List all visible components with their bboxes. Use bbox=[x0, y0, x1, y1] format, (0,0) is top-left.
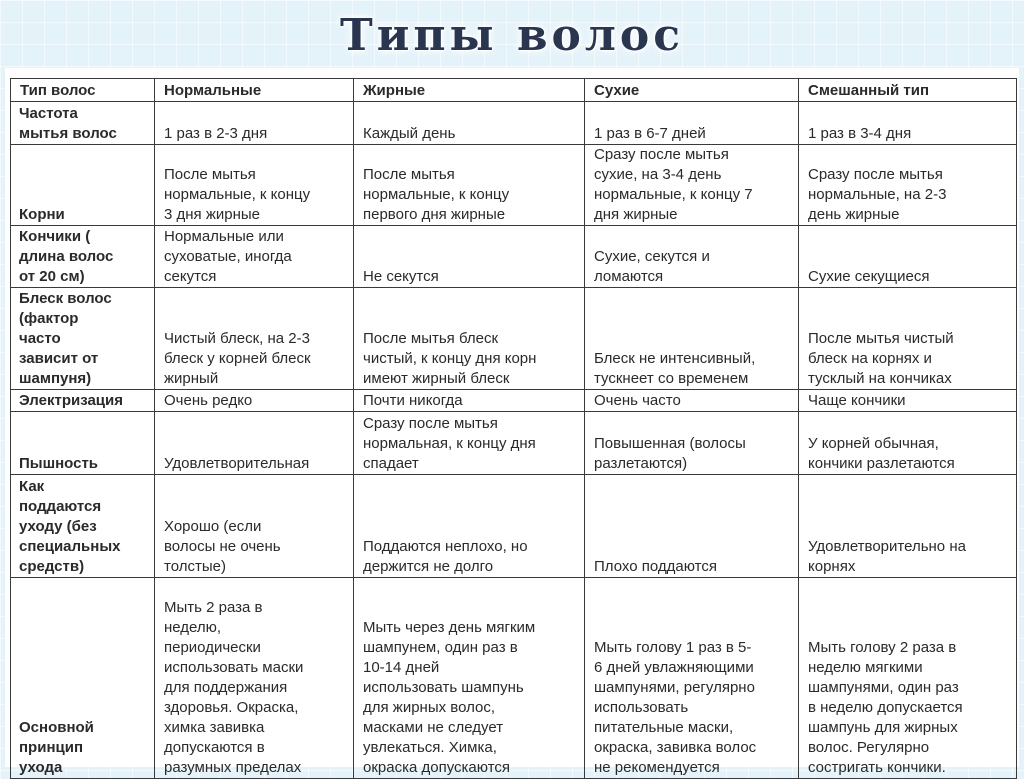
table-cell: Нормальные или суховатые, иногда секутся bbox=[155, 226, 354, 288]
table-cell: После мытья блеск чистый, к концу дня корн имеют жирный блеск bbox=[354, 288, 585, 390]
row-label-volume: Пышность bbox=[11, 412, 155, 475]
table-row bbox=[11, 578, 1017, 779]
header-oily: Жирные bbox=[354, 79, 585, 102]
table-row bbox=[11, 102, 1017, 145]
table-cell: Сухие, секутся и ломаются bbox=[585, 226, 799, 288]
table-cell: Чаще кончики bbox=[799, 390, 1017, 412]
table-row bbox=[11, 475, 1017, 578]
table-header-row bbox=[11, 79, 1017, 102]
table-cell: Плохо поддаются bbox=[585, 475, 799, 578]
table-cell: Мыть 2 раза в неделю, периодически использовать маски для поддержания здоровья. Окраска, химка завивка допускаются в разумных пределах bbox=[155, 578, 354, 779]
hair-types-table bbox=[10, 78, 1017, 779]
table-cell: Не секутся bbox=[354, 226, 585, 288]
table-cell: Мыть голову 2 раза в неделю мягкими шампунями, один раз в неделю допускается шампунь для жирных волос. Регулярно состригать кончики. bbox=[799, 578, 1017, 779]
header-mixed: Смешанный тип bbox=[799, 79, 1017, 102]
table-cell: Хорошо (если волосы не очень толстые) bbox=[155, 475, 354, 578]
table-row bbox=[11, 226, 1017, 288]
table-cell: Почти никогда bbox=[354, 390, 585, 412]
table-cell: Чистый блеск, на 2-3 блеск у корней блеск жирный bbox=[155, 288, 354, 390]
table-cell: У корней обычная, кончики разлетаются bbox=[799, 412, 1017, 475]
header-dry: Сухие bbox=[585, 79, 799, 102]
table-cell: Поддаются неплохо, но держится не долго bbox=[354, 475, 585, 578]
table-cell: После мытья нормальные, к концу 3 дня жирные bbox=[155, 145, 354, 226]
row-label-tips: Кончики ( длина волос от 20 см) bbox=[11, 226, 155, 288]
table-cell: Повышенная (волосы разлетаются) bbox=[585, 412, 799, 475]
header-hair-type: Тип волос bbox=[11, 79, 155, 102]
row-label-care-principle: Основной принцип ухода bbox=[11, 578, 155, 779]
table-cell: Очень редко bbox=[155, 390, 354, 412]
table-row bbox=[11, 145, 1017, 226]
header-normal: Нормальные bbox=[155, 79, 354, 102]
table-cell: Мыть через день мягким шампунем, один раз в 10-14 дней использовать шампунь для жирных волос, масками не следует увлекаться. Химка, окраска допускаются bbox=[354, 578, 585, 779]
table-cell: Сразу после мытья сухие, на 3-4 день нормальные, к концу 7 дня жирные bbox=[585, 145, 799, 226]
row-label-care-response: Как поддаются уходу (без специальных средств) bbox=[11, 475, 155, 578]
table-row bbox=[11, 288, 1017, 390]
table-cell: Удовлетворительно на корнях bbox=[799, 475, 1017, 578]
table-cell: После мытья чистый блеск на корнях и тусклый на кончиках bbox=[799, 288, 1017, 390]
table-cell: Мыть голову 1 раз в 5- 6 дней увлажняющими шампунями, регулярно использовать питательные маски, окраска, завивка волос не рекомендуется bbox=[585, 578, 799, 779]
row-label-roots: Корни bbox=[11, 145, 155, 226]
table-cell: Очень часто bbox=[585, 390, 799, 412]
page-title: Типы волос bbox=[339, 10, 685, 61]
table-cell: Блеск не интенсивный, тускнеет со временем bbox=[585, 288, 799, 390]
table-row bbox=[11, 412, 1017, 475]
table-row bbox=[11, 390, 1017, 412]
row-label-static: Электризация bbox=[11, 390, 155, 412]
table-sheet bbox=[5, 68, 1019, 776]
table-cell: 1 раз в 6-7 дней bbox=[585, 102, 799, 145]
table-cell: 1 раз в 2-3 дня bbox=[155, 102, 354, 145]
table-cell: Сразу после мытья нормальная, к концу дня спадает bbox=[354, 412, 585, 475]
table-cell: После мытья нормальные, к концу первого дня жирные bbox=[354, 145, 585, 226]
table-cell: Каждый день bbox=[354, 102, 585, 145]
table-cell: 1 раз в 3-4 дня bbox=[799, 102, 1017, 145]
table-cell: Сразу после мытья нормальные, на 2-3 день жирные bbox=[799, 145, 1017, 226]
table-cell: Сухие секущиеся bbox=[799, 226, 1017, 288]
row-label-shine: Блеск волос (фактор часто зависит от шампуня) bbox=[11, 288, 155, 390]
table-cell: Удовлетворительная bbox=[155, 412, 354, 475]
row-label-wash-frequency: Частота мытья волос bbox=[11, 102, 155, 145]
